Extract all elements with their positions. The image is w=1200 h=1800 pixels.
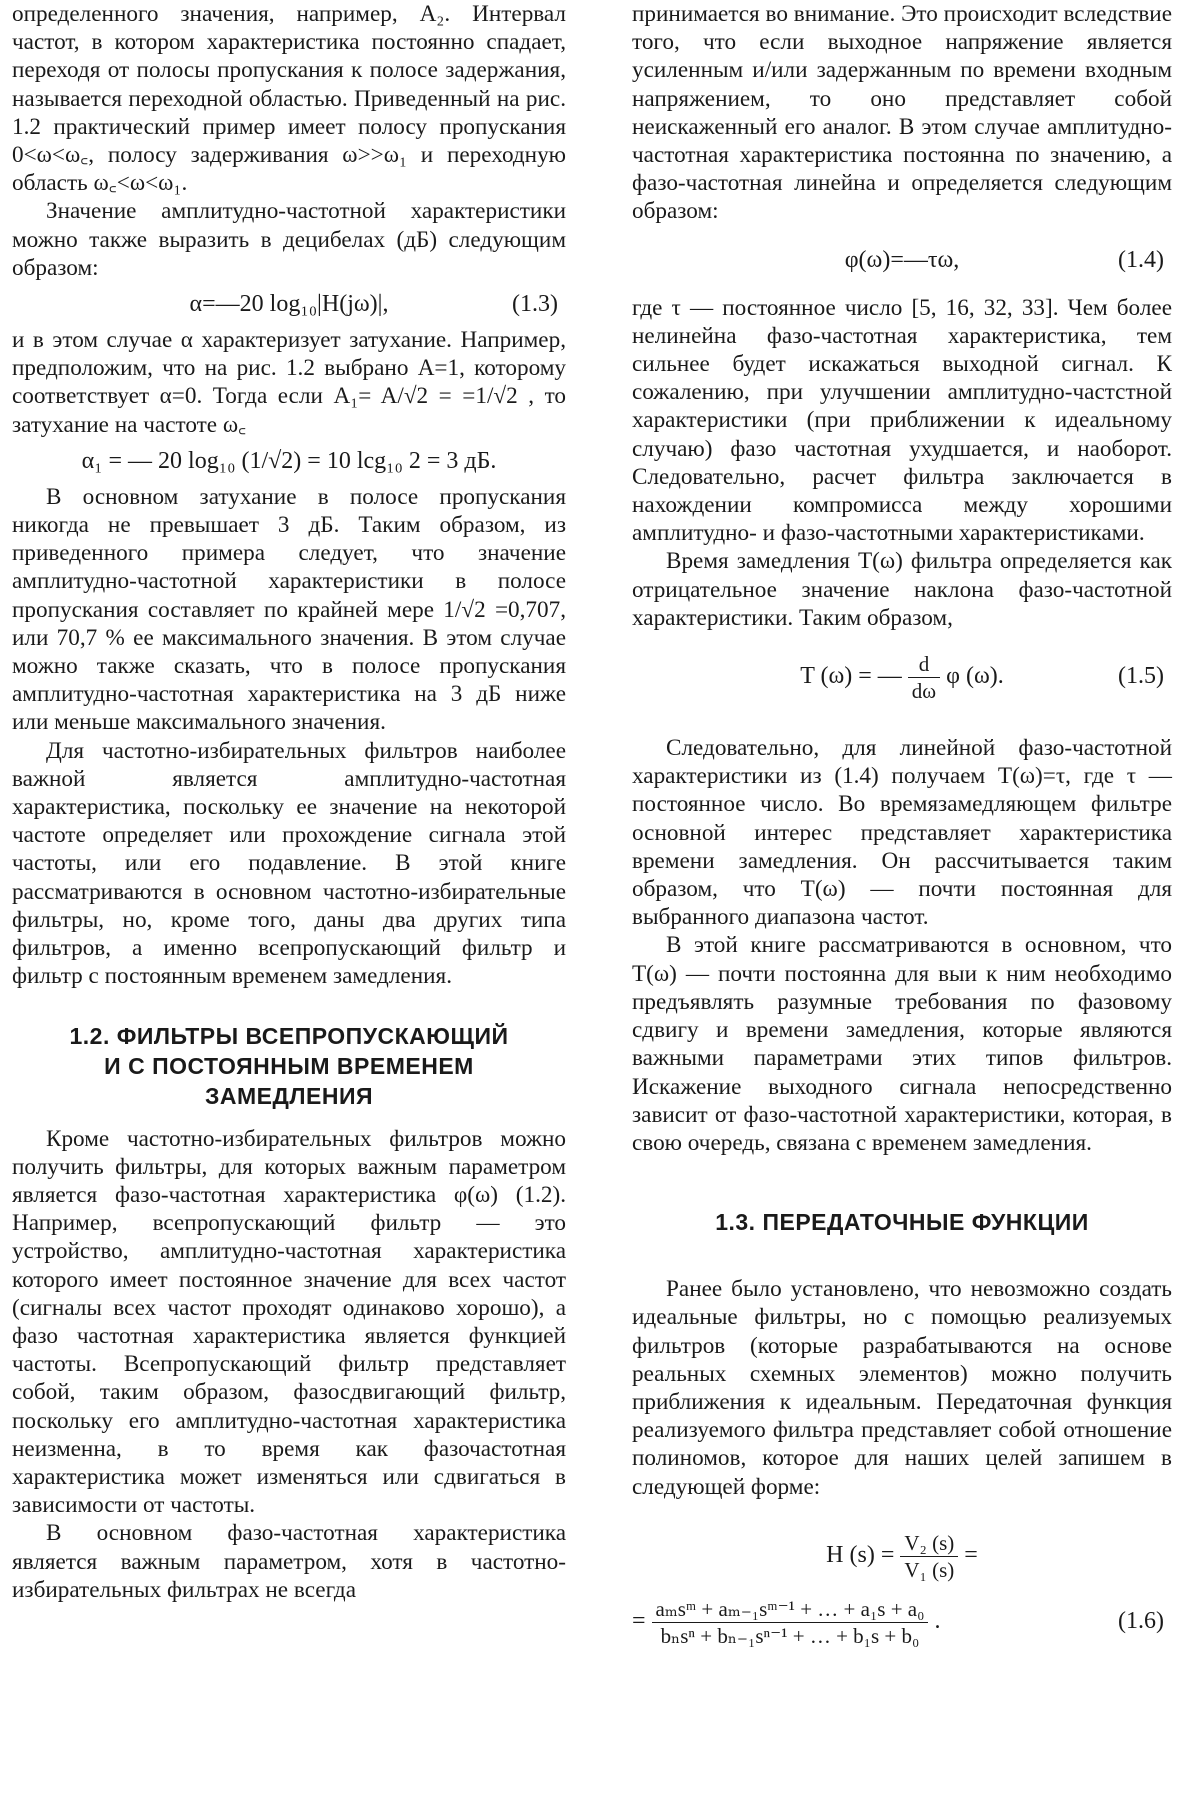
fraction-numerator: d bbox=[908, 651, 940, 678]
fraction-denominator: dω bbox=[911, 679, 937, 704]
paragraph: Следовательно, для линейной фазо-частотной характеристики из (1.4) получаем T(ω)=τ, где τ — постоянное число. Во времязамедляющем фильтре основной интерес представляет характеристика времени замедления. Он рассчитывается таким образом, что T(ω) — почти постоянная для выбранного диапазона частот. bbox=[632, 735, 1172, 931]
paragraph: Кроме частотно-избирательных фильтров можно получить фильтры, для которых важным параметром является фазо-частотная характеристика φ(ω) (1.2). Например, всепропускающий фильтр — это устройство, амплитудно-частотная характеристика которого имеет постоянное значение для всех частот (сигналы всех частот проходят одинаково хорошо), а фазо частотная характеристика является функцией частоты. Всепропускающий фильтр представляет собой, таким образом, фазосдвигающий фильтр, поскольку его амплитудно-частотная характеристика неизменна, в то время как фазочастотная характеристика может изменяться или сдвигаться в зависимости от частоты. bbox=[12, 1125, 566, 1519]
paragraph: и в этом случае α характеризует затухание. Например, предположим, что на рис. 1.2 выбрано A=1, которому соответствует α=0. Тогда если A₁= A/√2 = =1/√2 , то затухание на частоте ω꜀ bbox=[12, 327, 566, 438]
fraction-denominator: V₁ (s) bbox=[904, 1557, 955, 1582]
paragraph: Для частотно-избирательных фильтров наиболее важной является амплитудно-частотная характеристика, поскольку ее значение на некоторой частоте определяет или прохождение сигнала этой частоты, или его подавление. В этой книге рассматриваются в основном частотно-избирательные фильтры, но, кроме того, даны два других типа фильтров, а именно всепропускающий фильтр и фильтр с постоянным временем замедления. bbox=[12, 737, 566, 990]
equation-lhs: T (ω) = — bbox=[800, 663, 902, 690]
paragraph: Ранее было установлено, что невозможно создать идеальные фильтры, но с помощью реализуемых фильтров (которые разрабатываются на основе реальных схемных элементов) можно получить приближения к идеальным. Передаточная функция реализуемого фильтра представляет собой отношение полиномов, которое для наших целей запишем в следующей форме: bbox=[632, 1276, 1172, 1500]
equation-number: (1.6) bbox=[1118, 1607, 1164, 1634]
heading-line: ЗАМЕДЛЕНИЯ bbox=[204, 1082, 374, 1109]
equation-lead: = bbox=[632, 1607, 646, 1634]
section-heading-1-2 bbox=[12, 1021, 566, 1111]
heading-line: 1.2. ФИЛЬТРЫ ВСЕПРОПУСКАЮЩИЙ bbox=[69, 1022, 509, 1049]
equation-body: α=—20 log₁₀|H(jω)|, bbox=[189, 291, 389, 318]
equation-1-6a bbox=[632, 1525, 1172, 1585]
equation-number: (1.3) bbox=[512, 291, 558, 318]
paragraph: Значение амплитудно-частотной характеристики можно также выразить в децибелах (дБ) следующим образом: bbox=[12, 198, 566, 281]
fraction-denominator: bₙsⁿ + bₙ₋₁sⁿ⁻¹ + … + b₁s + b₀ bbox=[660, 1623, 920, 1648]
polynomial-fraction bbox=[652, 1596, 929, 1649]
equation-tail: = bbox=[964, 1541, 978, 1568]
left-column bbox=[12, 0, 566, 1604]
fraction-numerator: aₘsᵐ + aₘ₋₁sᵐ⁻¹ + … + a₁s + a₀ bbox=[652, 1596, 929, 1623]
equation-number: (1.4) bbox=[1118, 246, 1164, 273]
derivative-fraction bbox=[908, 651, 940, 704]
equation-1-5 bbox=[632, 646, 1172, 706]
equation-1-3 bbox=[12, 288, 566, 320]
fraction-numerator: V₂ (s) bbox=[900, 1530, 958, 1557]
heading-line: И С ПОСТОЯННЫМ ВРЕМЕНЕМ bbox=[104, 1052, 474, 1079]
equation-1-4 bbox=[632, 244, 1172, 276]
equation-1-6b bbox=[632, 1591, 1172, 1651]
section-heading-1-3: 1.3. ПЕРЕДАТОЧНЫЕ ФУНКЦИИ bbox=[715, 1209, 1089, 1236]
equation-body: α₁ = — 20 log₁₀ (1/√2) = 10 lcg₁₀ 2 = 3 дБ. bbox=[81, 447, 497, 474]
paragraph: определенного значения, например, A₂. Интервал частот, в котором характеристика постоянно спадает, переходя от полосы пропускания к полосе задержания, называется переходной областью. Приведенный на рис. 1.2 практический пример имеет полосу пропускания 0<ω<ω꜀, полосу задерживания ω>>ω₁ и переходную область ω꜀<ω<ω₁. bbox=[12, 1, 566, 197]
paragraph: Время замедления T(ω) фильтра определяется как отрицательное значение наклона фазо-частотной характеристики. Таким образом, bbox=[632, 548, 1172, 631]
paragraph: где τ — постоянное число [5, 16, 32, 33]. Чем более нелинейна фазо-частотная характеристика, тем сильнее будет искажаться выходной сигнал. К сожалению, при улучшении амплитудно-частстной характеристики (при приближении к идеальному случаю) фазо частотная ухудшается, и наоборот. Следовательно, расчет фильтра заключается в нахождении компромисса между хорошими амплитудно- и фазо-частотными характеристиками. bbox=[632, 294, 1172, 547]
equation-body: φ(ω)=—τω, bbox=[844, 246, 960, 273]
equation-attenuation bbox=[12, 445, 566, 477]
paragraph: В этой книге рассматриваются в основном, что T(ω) — почти постоянна для выи к ним необходимо предъявлять разумные требования по фазовому сдвигу и времени замедления, которые являются важными параметрами этих типов фильтров. Искажение выходного сигнала непосредственно зависит от фазо-частотной характеристики, которая, в свою очередь, связана с временем замедления. bbox=[632, 932, 1172, 1156]
equation-tail: . bbox=[934, 1607, 941, 1634]
equation-lhs: H (s) = bbox=[826, 1541, 895, 1568]
paragraph: принимается во внимание. Это происходит вследствие того, что если выходное напряжение является усиленным и/или задержанным по времени входным напряжением, то оно представляет собой неискаженный его аналог. В этом случае амплитудно-частотная характеристика постоянна по значению, а фазо-частотная линейна и определяется следующим образом: bbox=[632, 1, 1172, 225]
right-column bbox=[632, 0, 1172, 1657]
paragraph: В основном фазо-частотная характеристика является важным параметром, хотя в частотно-избирательных фильтрах не всегда bbox=[12, 1520, 566, 1603]
voltage-ratio-fraction bbox=[900, 1530, 958, 1583]
equation-number: (1.5) bbox=[1118, 663, 1164, 690]
paragraph: В основном затухание в полосе пропускания никогда не превышает 3 дБ. Таким образом, из приведенного примера следует, что значение амплитудно-частотной характеристики в полосе пропускания составляет по крайней мере 1/√2 =0,707, или 70,7 % ее максимального значения. В этом случае можно также сказать, что в полосе пропускания амплитудно-частотная характеристика на 3 дБ ниже или меньше максимального значения. bbox=[12, 483, 566, 736]
equation-rhs: φ (ω). bbox=[946, 663, 1004, 690]
